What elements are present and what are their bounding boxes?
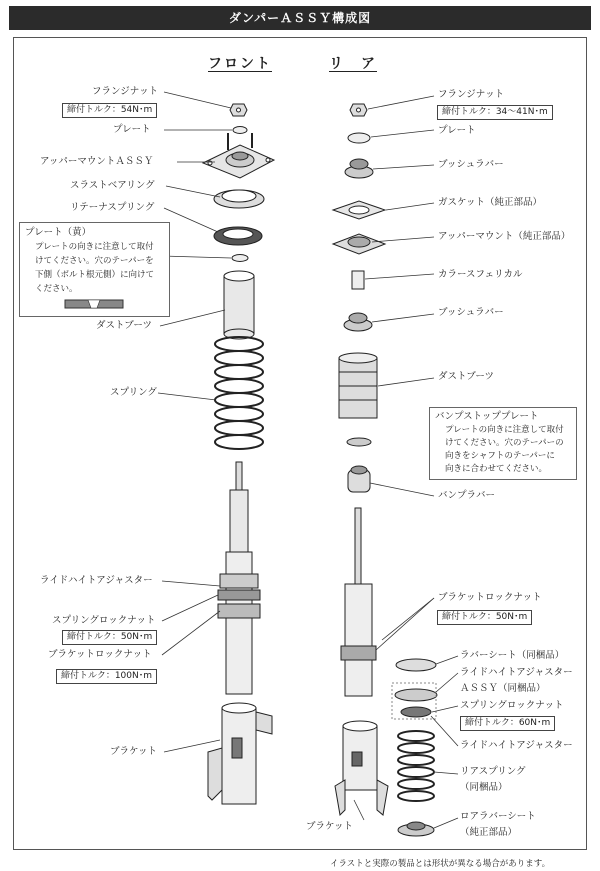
rear-spring-label: リアスプリング xyxy=(460,766,526,777)
front-bracket-label: ブラケット xyxy=(110,746,158,757)
front-spring-lock-nut-torque: 締付トルク：50N･m xyxy=(62,630,157,645)
front-upper-mount-icon xyxy=(203,133,274,178)
front-upper-mount-label: アッパーマウントＡＳＳＹ xyxy=(40,156,154,167)
rear-gasket-label: ガスケット（純正部品） xyxy=(438,197,543,208)
tapered-plate-icon xyxy=(64,299,124,309)
rear-bush-rubber-lower-icon xyxy=(344,313,372,331)
front-plate-icon xyxy=(233,127,247,134)
front-spring-lock-nut-label: スプリングロックナット xyxy=(52,615,156,626)
rear-flange-nut-icon xyxy=(350,104,367,116)
front-damper-body-icon xyxy=(218,462,260,694)
rear-gasket-icon xyxy=(333,201,385,219)
rear-bracket-icon xyxy=(335,721,388,815)
rear-bush-rubber-top-icon xyxy=(345,159,373,178)
rear-collar-label: カラースフェリカル xyxy=(438,269,523,280)
rear-flange-nut-torque: 締付トルク：34～41N･m xyxy=(437,105,553,120)
rear-ride-height-assy-sub: ＡＳＳＹ（同梱品） xyxy=(460,683,546,694)
front-note-line: けてください。穴のテーパーを xyxy=(35,256,154,266)
front-flange-nut-icon xyxy=(230,104,247,116)
rear-flange-nut-label: フランジナット xyxy=(438,89,505,100)
front-column-title: フロント xyxy=(208,56,272,72)
front-plate-label: プレート xyxy=(113,124,151,135)
front-note-line: 下側（ボルト根元側）に向けて xyxy=(35,270,155,280)
front-thrust-bearing-label: スラストベアリング xyxy=(70,180,155,191)
front-bracket-lock-nut-torque: 締付トルク：100N･m xyxy=(56,669,157,684)
front-bracket-icon xyxy=(208,703,272,804)
rear-damper-body-icon xyxy=(341,508,376,696)
rear-dust-boot-icon xyxy=(339,353,377,418)
rear-lower-rubber-sheet-sub: （純正部品） xyxy=(460,827,518,838)
header-title: ダンパーＡＳＳＹ構成図 xyxy=(9,6,591,30)
rear-spring-lock-nut-label: スプリングロックナット xyxy=(460,700,564,711)
rear-bump-stop-plate-note xyxy=(429,407,577,480)
rear-lower-rubber-sheet-label: ロアラバーシート xyxy=(460,811,536,822)
rear-note-line: 向きをシャフトのテーパーに xyxy=(445,451,555,461)
front-spring-label: スプリング xyxy=(110,387,157,398)
rear-spring-sub: （同梱品） xyxy=(460,782,508,793)
rear-upper-mount-icon xyxy=(333,234,385,254)
footer-disclaimer: イラストと実際の製品とは形状が異なる場合があります。 xyxy=(330,859,551,869)
front-note-line: プレートの向きに注意して取付 xyxy=(35,242,154,252)
rear-lower-rubber-sheet-icon xyxy=(398,822,434,836)
rear-bump-rubber-label: バンプラバー xyxy=(438,490,496,501)
rear-bracket-lock-nut-torque: 締付トルク：50N･m xyxy=(437,610,532,625)
rear-bracket-lock-nut-label: ブラケットロックナット xyxy=(438,592,542,603)
rear-note-line: 向きに合わせてください。 xyxy=(445,464,548,474)
rear-column-title: リ ア xyxy=(329,56,377,72)
rear-ride-height-adjuster-icon xyxy=(395,689,437,717)
rear-spring-icon xyxy=(398,731,434,801)
rear-spring-lock-nut-torque: 締付トルク：60N･m xyxy=(460,716,555,731)
front-thrust-bearing-icon xyxy=(214,190,264,208)
leader-lines xyxy=(128,92,458,828)
rear-collar-icon xyxy=(352,271,364,289)
rear-ride-height-assy-label: ライドハイトアジャスター xyxy=(460,667,573,678)
rear-plate-icon xyxy=(348,133,370,143)
rear-upper-mount-label: アッパーマウント（純正部品） xyxy=(438,231,571,242)
front-dust-boot-label: ダストブーツ xyxy=(96,320,153,331)
rear-bump-stop-plate-icon xyxy=(347,438,371,446)
rear-bush-rubber-top-label: ブッシュラバー xyxy=(438,159,504,170)
rear-bush-rubber-lower-label: ブッシュラバー xyxy=(438,307,504,318)
front-ride-height-adjuster-label: ライドハイトアジャスター xyxy=(40,575,153,586)
rear-bracket-label: ブラケット xyxy=(306,821,354,832)
front-yellow-plate-icon xyxy=(232,255,248,262)
rear-ride-height-adjuster-label: ライドハイトアジャスター xyxy=(460,740,573,751)
rear-rubber-sheet-icon xyxy=(396,659,436,671)
front-coil-spring-icon xyxy=(215,337,263,449)
rear-note-line: プレートの向きに注意して取付 xyxy=(445,425,564,435)
rear-note-title: バンプストッププレート xyxy=(435,411,539,422)
front-retainer-spring-label: リテーナスプリング xyxy=(70,202,155,213)
front-bracket-lock-nut-label: ブラケットロックナット xyxy=(48,649,152,660)
rear-note-line: けてください。穴のテーパーの xyxy=(445,438,564,448)
front-plate-note xyxy=(19,222,170,317)
rear-plate-label: プレート xyxy=(438,125,476,136)
front-note-line: ください。 xyxy=(35,284,78,294)
rear-dust-boot-label: ダストブーツ xyxy=(438,371,495,382)
rear-rubber-sheet-label: ラバーシート（同梱品） xyxy=(460,650,565,661)
front-note-title: プレート（黄） xyxy=(25,227,92,238)
front-dust-boot-icon xyxy=(224,271,254,339)
front-retainer-spring-icon xyxy=(214,227,262,245)
front-flange-nut-label: フランジナット xyxy=(92,86,159,97)
front-flange-nut-torque: 締付トルク：54N･m xyxy=(62,103,157,118)
rear-bump-rubber-icon xyxy=(348,466,370,492)
